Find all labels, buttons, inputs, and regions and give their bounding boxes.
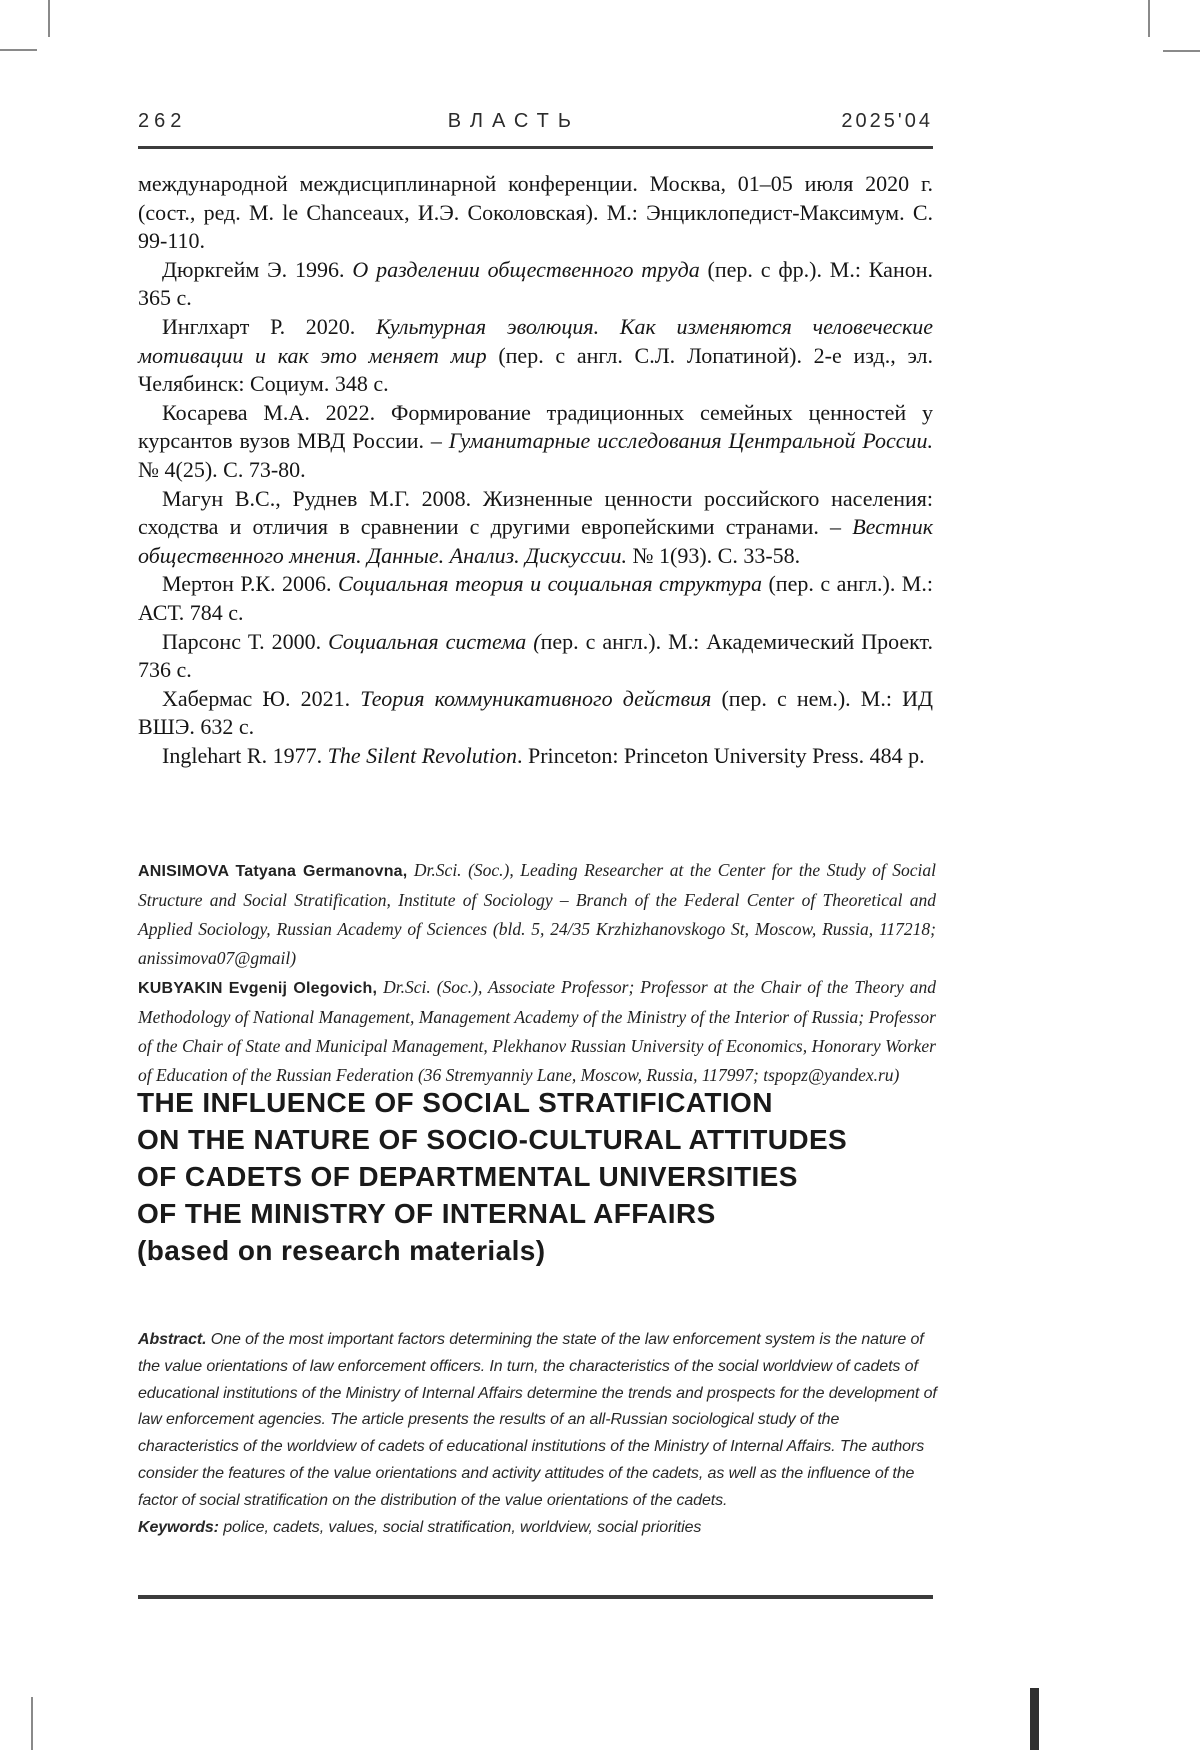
reference-text: Косарева М.А. 2022. Формирование традиционных семейных ценностей у курсантов вузов МВД России. – — [138, 399, 933, 454]
abstract-label: Abstract. — [138, 1331, 207, 1348]
reference-title-italic: Культурная эволюция. Как изменяются человеческие мотивации и как это меняет мир — [138, 313, 933, 368]
reference-text: (пер. с англ.). М.: АСТ. 784 с. — [138, 571, 933, 625]
reference-title-italic: Социальная система ( — [328, 628, 541, 654]
abstract-section — [138, 1327, 940, 1541]
reference-text: Парсонс Т. 2000. — [162, 628, 329, 654]
abstract-text: One of the most important factors determining the state of the law enforcement system is the nature of the value orientations of law enforcement officers. In turn, the characteristics of the social worldview of cadets of educational institutions of the Ministry of Internal Affairs determine the trends and prospects for the development of law enforcement agencies. The article presents the results of an all-Russian sociological study of the characteristics of the worldview of cadets of educational institutions of the Ministry of Internal Affairs. The authors consider the features of the value orientations and activity attitudes of the cadets, as well as the influence of the factor of social stratification on the distribution of the value orientations of the cadets. — [138, 1331, 937, 1509]
reference-text: . Princeton: Princeton University Press. 484 p. — [517, 742, 925, 768]
reference-item — [138, 685, 933, 742]
title-line: (based on research materials) — [137, 1235, 546, 1266]
reference-text: Инглхарт Р. 2020. — [162, 313, 377, 339]
title-line: ON THE NATURE OF SOCIO-CULTURAL ATTITUDES — [137, 1124, 848, 1155]
reference-title-italic: Теория коммуникативного действия — [360, 685, 712, 711]
running-head — [138, 110, 933, 133]
reference-text: (пер. с нем.). М.: ИД ВШЭ. 632 с. — [138, 685, 933, 740]
reference-item — [138, 628, 933, 685]
reference-text: Магун В.С., Руднев М.Г. 2008. Жизненные ценности российского населения: сходства и отличия в сравнении с другими европейскими странами. – — [138, 485, 933, 540]
header-rule — [138, 146, 933, 149]
authors-section — [138, 856, 936, 1090]
reference-text: Inglehart R. 1977. — [162, 742, 328, 768]
reference-item — [138, 170, 933, 256]
keywords-label: Keywords: — [138, 1518, 219, 1536]
reference-item — [138, 570, 933, 627]
article-title — [137, 1084, 967, 1269]
reference-title-italic: The Silent Revolution — [327, 742, 517, 768]
reference-text: (пер. с англ. С.Л. Лопатиной). 2-е изд., эл. Челябинск: Социум. 348 с. — [138, 342, 933, 397]
keywords-text: police, cadets, values, social stratification, worldview, social priorities — [218, 1518, 702, 1536]
abstract-paragraph — [138, 1327, 940, 1515]
crop-mark — [0, 49, 37, 51]
reference-text: пер. с англ.). М.: Академический Проект. 736 с. — [138, 628, 933, 683]
reference-item — [138, 313, 933, 399]
reference-item — [138, 485, 933, 571]
title-line: OF THE MINISTRY OF INTERNAL AFFAIRS — [137, 1198, 716, 1229]
reference-title-italic: Вестник общественного мнения. Данные. Анализ. Дискуссии. — [138, 514, 933, 568]
reference-title-italic: Социальная теория и социальная структура — [337, 571, 762, 597]
reference-item — [138, 256, 933, 313]
title-line: OF CADETS OF DEPARTMENTAL UNIVERSITIES — [137, 1161, 798, 1192]
author-credentials: Dr.Sci. (Soc.), Associate Professor; Professor at the Chair of the Theory and Methodology of National Management, Management Academy of the Ministry of the Interior of Russia; Professor of the Chair of State and Municipal Management, Plekhanov Russian University of Economics, Honorary Worker of Education of the Russian Federation (36 Stremyanniy Lane, Moscow, Russia, 117997; tspopz@yandex.ru) — [138, 977, 936, 1085]
journal-name: ВЛАСТЬ — [447, 110, 581, 132]
crop-mark — [48, 0, 50, 37]
reference-text: международной междисциплинарной конференции. Москва, 01–05 июля 2020 г. (сост., ред. M. le Chanceaux, И.Э. Соколовская). М.: Энциклопедист-Максимум. С. 99-110. — [138, 171, 933, 254]
reference-title-italic: О разделении общественного труда — [352, 256, 700, 282]
reference-text: № 1(93). С. 33-58. — [627, 542, 801, 568]
author-name: KUBYAKIN Evgenij Olegovich, — [138, 980, 378, 997]
author-bio — [138, 856, 936, 973]
author-credentials: Dr.Sci. (Soc.), Leading Researcher at the Center for the Study of Social Structure and Social Stratification, Institute of Sociology – Branch of the Federal Center of Theoretical and Applied Sociology, Russian Academy of Sciences (bld. 5, 24/35 Krzhizhanovskogo St, Moscow, Russia, 117218; anissimova07@gmail) — [138, 860, 936, 968]
references-section — [138, 170, 933, 770]
keywords-paragraph — [138, 1515, 940, 1542]
crop-mark — [1030, 1688, 1039, 1750]
crop-mark — [1148, 0, 1150, 37]
reference-item — [138, 742, 933, 771]
reference-text: (пер. с фр.). М.: Канон. 365 с. — [138, 256, 933, 311]
reference-text: Мертон Р.К. 2006. — [162, 571, 338, 597]
reference-text: № 4(25). С. 73-80. — [138, 456, 306, 482]
title-line: THE INFLUENCE OF SOCIAL STRATIFICATION — [137, 1087, 773, 1118]
reference-item — [138, 399, 933, 485]
bottom-rule — [138, 1595, 933, 1599]
crop-mark — [31, 1697, 33, 1750]
crop-mark — [1163, 50, 1200, 52]
reference-text: Дюркгейм Э. 1996. — [162, 256, 353, 282]
issue-label: 2025'04 — [841, 110, 933, 132]
reference-text: Хабермас Ю. 2021. — [162, 685, 361, 711]
reference-title-italic: Гуманитарные исследования Центральной России. — [448, 428, 933, 454]
author-name: ANISIMOVA Tatyana Germanovna, — [138, 863, 408, 880]
page-number: 262 — [138, 110, 187, 132]
author-bio — [138, 973, 936, 1090]
